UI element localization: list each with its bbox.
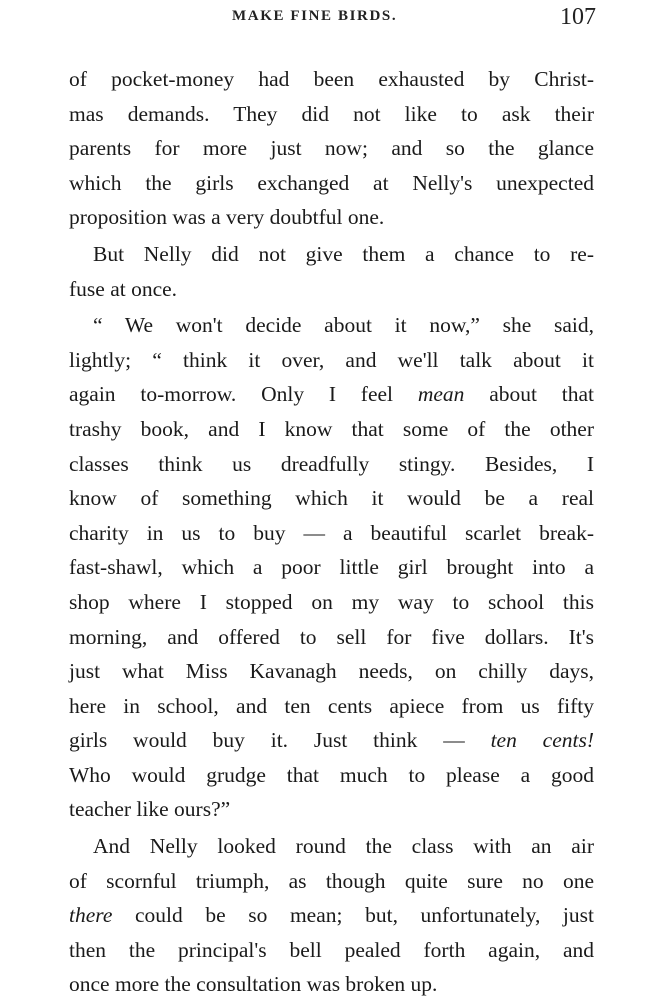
text-line: of pocket-money had been exhausted by Christ- (69, 67, 594, 91)
text-line: once more the consultation was broken up. (69, 972, 438, 997)
text-line: of scornful triumph, as though quite sure no one (69, 868, 594, 893)
running-title: MAKE FINE BIRDS. (232, 8, 398, 24)
emphasis-text: mean (417, 382, 465, 407)
page-number: 107 (560, 4, 596, 30)
text-run: could be so mean; but, unfortunately, just (135, 903, 594, 928)
text-line: just what Miss Kavanagh needs, on chilly days, (69, 659, 594, 684)
text-line: lightly; “ think it over, and we'll talk about it (69, 347, 594, 372)
text-line: morning, and offered to sell for five dollars. It's (69, 624, 594, 649)
text-line: here in school, and ten cents apiece from us fifty (69, 693, 594, 718)
paragraph (69, 237, 594, 306)
text-line: charity in us to buy — a beautiful scarlet break- (69, 520, 594, 545)
text-run: again to-morrow. Only I feel (69, 382, 394, 407)
text-line: And Nelly looked round the class with an air (93, 834, 594, 859)
text-line: then the principal's bell pealed forth again, and (69, 937, 594, 962)
text-line: fuse at once. (69, 276, 178, 301)
text-line: Who would grudge that much to please a good (69, 762, 594, 787)
text-line: which the girls exchanged at Nelly's unexpected (69, 170, 594, 195)
text-line: But Nelly did not give them a chance to re- (93, 241, 594, 266)
paragraph (69, 308, 594, 827)
text-line (69, 377, 594, 412)
paragraph (69, 829, 594, 1002)
text-line: shop where I stopped on my way to school this (69, 589, 594, 614)
text-line: mas demands. They did not like to ask their (69, 101, 594, 126)
text-line (69, 898, 594, 933)
text-line: “ We won't decide about it now,” she said, (93, 313, 594, 338)
emphasis-text: ten cents! (490, 728, 594, 753)
text-line: parents for more just now; and so the glance (69, 136, 594, 161)
text-line: trashy book, and I know that some of the other (69, 416, 594, 441)
text-run: about that (489, 382, 594, 407)
text-line: teacher like ours?” (69, 797, 231, 822)
paragraph (69, 62, 594, 235)
text-line (69, 723, 594, 758)
text-line: proposition was a very doubtful one. (69, 205, 385, 230)
text-line: know of something which it would be a real (69, 486, 594, 511)
text-run: girls would buy it. Just think — (69, 728, 465, 753)
running-head (0, 6, 667, 34)
text-line: classes think us dreadfully stingy. Besides, I (69, 451, 594, 476)
text-line: fast-shawl, which a poor little girl brought into a (69, 555, 594, 580)
body-text (69, 62, 594, 1002)
emphasis-text: there (69, 903, 113, 928)
